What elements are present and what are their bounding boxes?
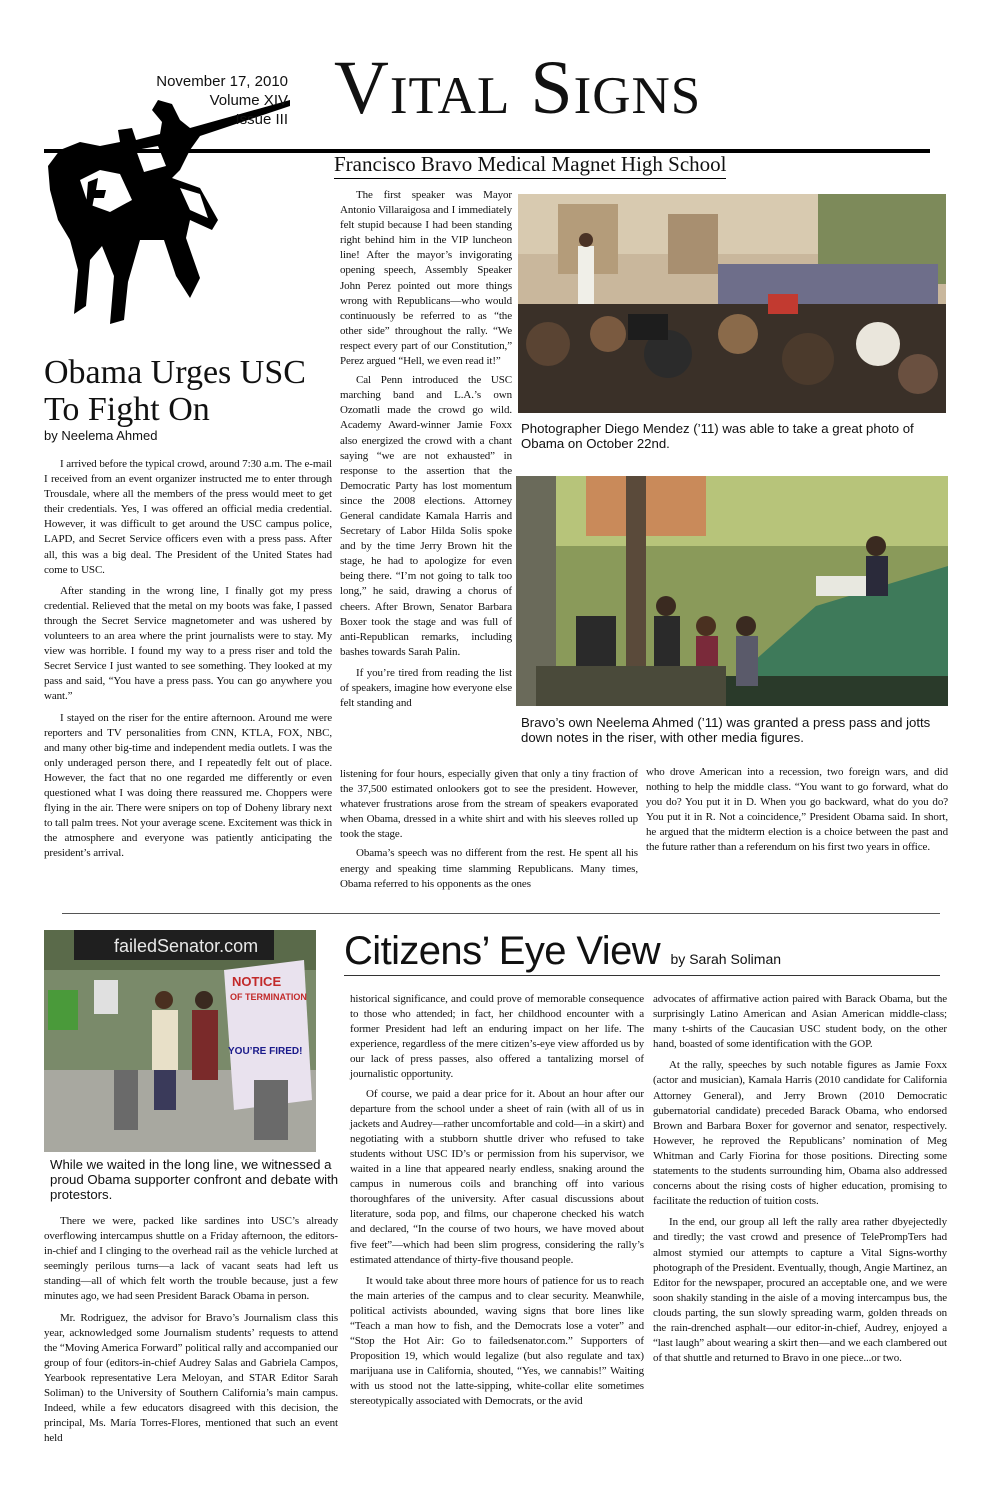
article2-column-3	[653, 992, 947, 1366]
paragraph: historical significance, and could prove of memorable consequence to those who attended; in fact, her childhood encounter with a former President had left an enduring impact on her life. The experience, regardless of the mere citizen’s-eye view afforded us by our lack of press passes, also offered a tantalizing morsel of journalistic opportunity.	[350, 993, 644, 1081]
paragraph: Of course, we paid a dear price for it. About an hour after our departure from the school under a sheet of rain (with all of us in jackets and Audrey—rather uncomfortable and cold—in a skirt) and negotiating with a stubborn shuttle driver who refused to take students without USC ID’s or permission from his supervisor, we waited in a line that appeared nearly endless, snaking around the campus in numerous coils and branching off into various thoroughfares of the university. After casual discussions about literature, soda pop, and films, our chaperone checked his watch and declared, “In the course of two hours, we have moved about five feet”—which had been slim progress, considering the rally’s estimated attendance of thirty-five thousand people.	[350, 1087, 644, 1266]
sign-site-text: failedSenator.com	[114, 936, 259, 956]
article1-column-1	[44, 457, 332, 861]
sign-fired-text: YOU’RE FIRED!	[228, 1046, 303, 1057]
paragraph: At the rally, speeches by such notable figures as Jamie Foxx (actor and musician), Kamala Harris (2010 candidate for California Attorney General), and Jerry Brown (2010 Democratic gubernatorial candidate) preceded Barack Obama, who endorsed Brown and Barbara Boxer for governor and senator, respectively. However, he reproved the Republicans’ nomination of Meg Whitman and Carly Fiorina for those positions. Directing some statements to the students surrounding him, Obama also addressed concerns about the rising costs of higher education, promising to facilitate the reduction of tuition costs.	[653, 1059, 947, 1208]
headline-obama	[44, 354, 344, 428]
byline-obama: by Neelema Ahmed	[44, 428, 158, 443]
paragraph: who drove American into a recession, two foreign wars, and did nothing to help the middle class. “You want to go forward, what do you do? You put it in D. When you go backward, what do you do? You put it in R. Not a coincidence,” President Obama said. In short, he argued that the midterm election is a choice between the past and the future rather than a referendum on his first two years in office.	[646, 766, 948, 854]
paragraph: listening for four hours, especially given that only a tiny fraction of the 37,500 estimated onlookers got to see the president. However, whatever frustrations arose from the stream of speakers evaporated when Obama, dressed in a white shirt and with his sleeves rolled up took the stage.	[340, 768, 638, 841]
section-divider	[62, 913, 940, 914]
article1-column-2	[340, 188, 512, 711]
issue-date: November 17, 2010	[156, 73, 288, 90]
photo2-caption: Bravo’s own Neelema Ahmed (’11) was granted a press pass and jotts down notes in the riser, with other media figures.	[521, 715, 931, 745]
photo1-caption: Photographer Diego Mendez (’11) was able to take a great photo of Obama on October 22nd.	[521, 421, 914, 451]
masthead: Vital Signs	[334, 46, 702, 130]
headline-citizens-title: Citizens’ Eye View	[344, 929, 660, 973]
issue-volume: Volume XIV	[209, 92, 288, 109]
article2-column-1	[44, 1214, 338, 1446]
paragraph: advocates of affirmative action paired with Barack Obama, but the surprisingly Latino American and Asian American middle-class; many t-shirts of the Caucasian USC student body, on the other hand, boasted of some identification with the GOP.	[653, 993, 947, 1051]
article2-column-2	[350, 992, 644, 1410]
paragraph: Obama’s speech was no different from the rest. He spent all his energy and speaking time slamming Republicans. Many times, Obama referred to his opponents as the ones	[340, 847, 638, 890]
paragraph: It would take about three more hours of patience for us to reach the main arteries of the campus and to clear security. Meanwhile, political activists abounded, waving signs that bore lines like “Teach a man how to fish, and the Democrats lose a voter” and “Stop the Hot Air: Go to failedsenator.com.” Supporters of Proposition 19, which would legalize (but also regulate and tax) marijuana use in California, shouted, “Yes, we cannabis!” Waiting with us stood not the latte-sipping, white-collar elite sometimes stereotypically associated with Democrats, or the avid	[350, 1274, 644, 1408]
sign-termination-text: OF TERMINATION	[230, 992, 307, 1002]
paragraph: In the end, our group all left the rally area rather dbyejectedly and tiredly; the vast crowd and presence of TelePrompTers had almost stymied our attempts to capture a Vital Signs-worthy photograph of the President. Eventually, though, Angie Martinez, an Editor for the newspaper, procured an acceptable one, and we were soon shakily standing in the aisle of a moving intercampus bus, the clouds parting, the sun slowly spreading warm, golden threads on the rain-drenched asphalt—our editor-in-chief, Audrey, enjoyed a “last laugh” about wearing a skirt then—and we each clambered out of that shuttle and returned to Bravo in one piece...or two.	[653, 1216, 947, 1365]
sign-notice-text: NOTICE	[232, 974, 282, 989]
photo-obama-stage	[518, 194, 946, 413]
article1-column-2-wide	[340, 767, 638, 892]
paragraph: I arrived before the typical crowd, around 7:30 a.m. The e-mail I received from an event organizer instructed me to enter through Trousdale, where all the members of the press would meet to get their credentials. Yes, I was offered an official media credential. However, it was difficult to get around the USC campus police, LAPD, and Secret Service officers even with a press pass. After all, this was a big deal. The President of the United States had come to USC.	[44, 458, 332, 576]
paragraph: There we were, packed like sardines into USC’s already overflowing intercampus shuttle on a Friday afternoon, the editors-in-chief and I clinging to the overhead rail as the vehicle lurched at seemingly perilous turns—a lack of vacant seats had left us standing—all of which felt worth the trouble because, just a few minutes ago, we had seen President Barack Obama in person.	[44, 1215, 338, 1303]
photo-press-riser	[516, 476, 948, 706]
paragraph: The first speaker was Mayor Antonio Villaraigosa and I immediately felt stupid because I had been standing right behind him in the VIP luncheon line! After the mayor’s invigorating opening speech, Assembly Speaker John Perez pointed out more things wrong with Republicans—who would continuously be referred to as “the other side” throughout the rally. “We respect every part of our Constitution,” Perez argued “Hell, we even read it!”	[340, 189, 512, 368]
school-name: Francisco Bravo Medical Magnet High School	[334, 150, 726, 179]
byline-citizens: by Sarah Soliman	[670, 951, 782, 967]
paragraph: Cal Penn introduced the USC marching band and L.A.’s own Ozomatli made the crowd go wild. Academy Award-winner Jamie Foxx also energized the crowd with a chant saying “we are not exhausted” in response to the assertion that the Democratic Party has lost momentum since the 2008 elections. Attorney General candidate Kamala Harris and Secretary of Labor Hilda Solis spoke and by the time Jerry Brown hit the stage, he had to apologize for even being there. “I’m not going to talk too long,” he said, drawing a chorus of cheers. After Brown, Senator Barbara Boxer took the stage and was full of anti-Republican remarks, including bashes towards Sarah Palin.	[340, 374, 512, 658]
issue-number: Issue III	[235, 111, 288, 128]
headline-rule	[344, 975, 940, 976]
paragraph: Mr. Rodriguez, the advisor for Bravo’s Journalism class this year, acknowledged some Journalism students’ requests to attend the “Moving America Forward” political rally and accompanied our group of four (editors-in-chief Audrey Salas and Gabriela Campos, Yearbook representative Lera Meloyan, and STAR Editor Sarah Soliman) to the University of Southern California’s main campus. Indeed, while a few educators disagreed with this decision, the principal, Ms. María Torres-Flores, mentioned that such an event held	[44, 1311, 338, 1445]
issue-info	[130, 72, 288, 129]
paragraph: I stayed on the riser for the entire afternoon. Around me were reporters and TV personalities from CNN, KTLA, FOX, NBC, and many other big-time and independent media outlets. I was the only underaged person there, and I repeatedly felt out of place. However, the fact that no one regarded me differently or even questioned what I was doing there reassured me. Choppers were flying in the air. There were snipers on top of Doheny library next to tall palm trees. Not your average scene. Excitement was thick in the atmosphere and everyone was patiently anticipating the president’s arrival.	[44, 711, 332, 860]
paragraph: If you’re tired from reading the list of speakers, imagine how everyone else felt standing and	[340, 666, 512, 710]
headline-line-2: To Fight On	[44, 391, 210, 428]
headline-line-1: Obama Urges USC	[44, 354, 306, 391]
photo-protestors	[44, 930, 316, 1152]
photo3-caption: While we waited in the long line, we witnessed a proud Obama supporter confront and debate with protestors.	[50, 1157, 339, 1202]
paragraph: After standing in the wrong line, I finally got my press credential. Relieved that the metal on my boots was fake, I passed through the Secret Service magnetometer and was ushered by volunteers to an area where the print journalists were to stay. My view was horrible. I found my way to a press riser and told the Secret Service I just wanted to see something. They looked at my pass and said, “You have a press pass. You can go anywhere you want.”	[44, 584, 332, 703]
article1-column-3	[646, 765, 948, 856]
